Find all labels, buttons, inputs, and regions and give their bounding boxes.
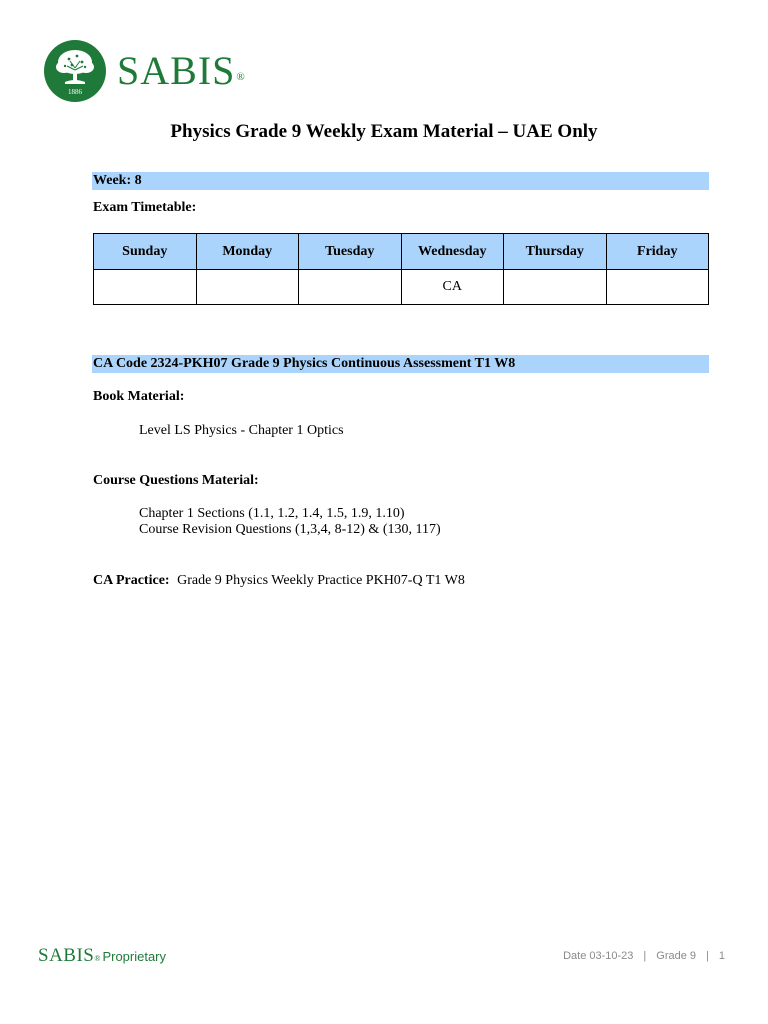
page-title: Physics Grade 9 Weekly Exam Material – UAE Only bbox=[170, 121, 598, 142]
day-friday: Friday bbox=[606, 234, 709, 270]
page-number: 1 bbox=[718, 950, 725, 962]
entry-tuesday bbox=[299, 270, 402, 305]
sabis-logo bbox=[43, 40, 246, 102]
day-tuesday: Tuesday bbox=[299, 234, 402, 270]
book-material-line: Level LS Physics - Chapter 1 Optics bbox=[139, 423, 344, 438]
course-questions-line: Course Revision Questions (1,3,4, 8-12) & (130, 117) bbox=[139, 522, 441, 537]
ca-code-band: CA Code 2324-PKH07 Grade 9 Physics Continuous Assessment T1 W8 bbox=[92, 355, 709, 373]
entry-thursday bbox=[504, 270, 607, 305]
entry-sunday bbox=[94, 270, 197, 305]
footer-logo bbox=[38, 945, 166, 967]
entry-monday bbox=[196, 270, 299, 305]
day-thursday: Thursday bbox=[504, 234, 607, 270]
footer-info bbox=[563, 950, 725, 962]
exam-timetable-label: Exam Timetable: bbox=[93, 200, 197, 215]
footer-date: Date 03-10-23 bbox=[563, 950, 634, 962]
entry-friday bbox=[606, 270, 709, 305]
day-wednesday: Wednesday bbox=[401, 234, 504, 270]
ca-practice-label: CA Practice: bbox=[93, 573, 170, 588]
book-material-label: Book Material: bbox=[93, 389, 185, 404]
footer-brand: SABIS bbox=[38, 945, 95, 966]
course-questions-line: Chapter 1 Sections (1.1, 1.2, 1.4, 1.5, 1.9, 1.10) bbox=[139, 506, 405, 521]
footer-separator: | bbox=[706, 950, 709, 962]
ca-practice-value: Grade 9 Physics Weekly Practice PKH07-Q T1 W8 bbox=[177, 573, 465, 588]
footer-separator: | bbox=[643, 950, 647, 962]
logo-year: 1886 bbox=[68, 88, 82, 96]
timetable-entry-row bbox=[94, 270, 709, 305]
day-sunday: Sunday bbox=[94, 234, 197, 270]
logo-wordmark: SABIS® bbox=[117, 48, 246, 93]
day-monday: Monday bbox=[196, 234, 299, 270]
course-questions-label: Course Questions Material: bbox=[93, 473, 259, 488]
entry-wednesday: CA bbox=[401, 270, 504, 305]
tree-emblem-icon bbox=[43, 40, 107, 102]
timetable-header-row bbox=[94, 234, 709, 270]
exam-timetable bbox=[93, 233, 709, 305]
ca-practice bbox=[93, 573, 465, 589]
footer-registered-mark: ® bbox=[94, 954, 101, 963]
footer-grade: Grade 9 bbox=[656, 950, 697, 962]
week-band: Week: 8 bbox=[92, 172, 709, 190]
footer-proprietary: Proprietary bbox=[102, 949, 167, 964]
registered-mark: ® bbox=[236, 71, 246, 83]
